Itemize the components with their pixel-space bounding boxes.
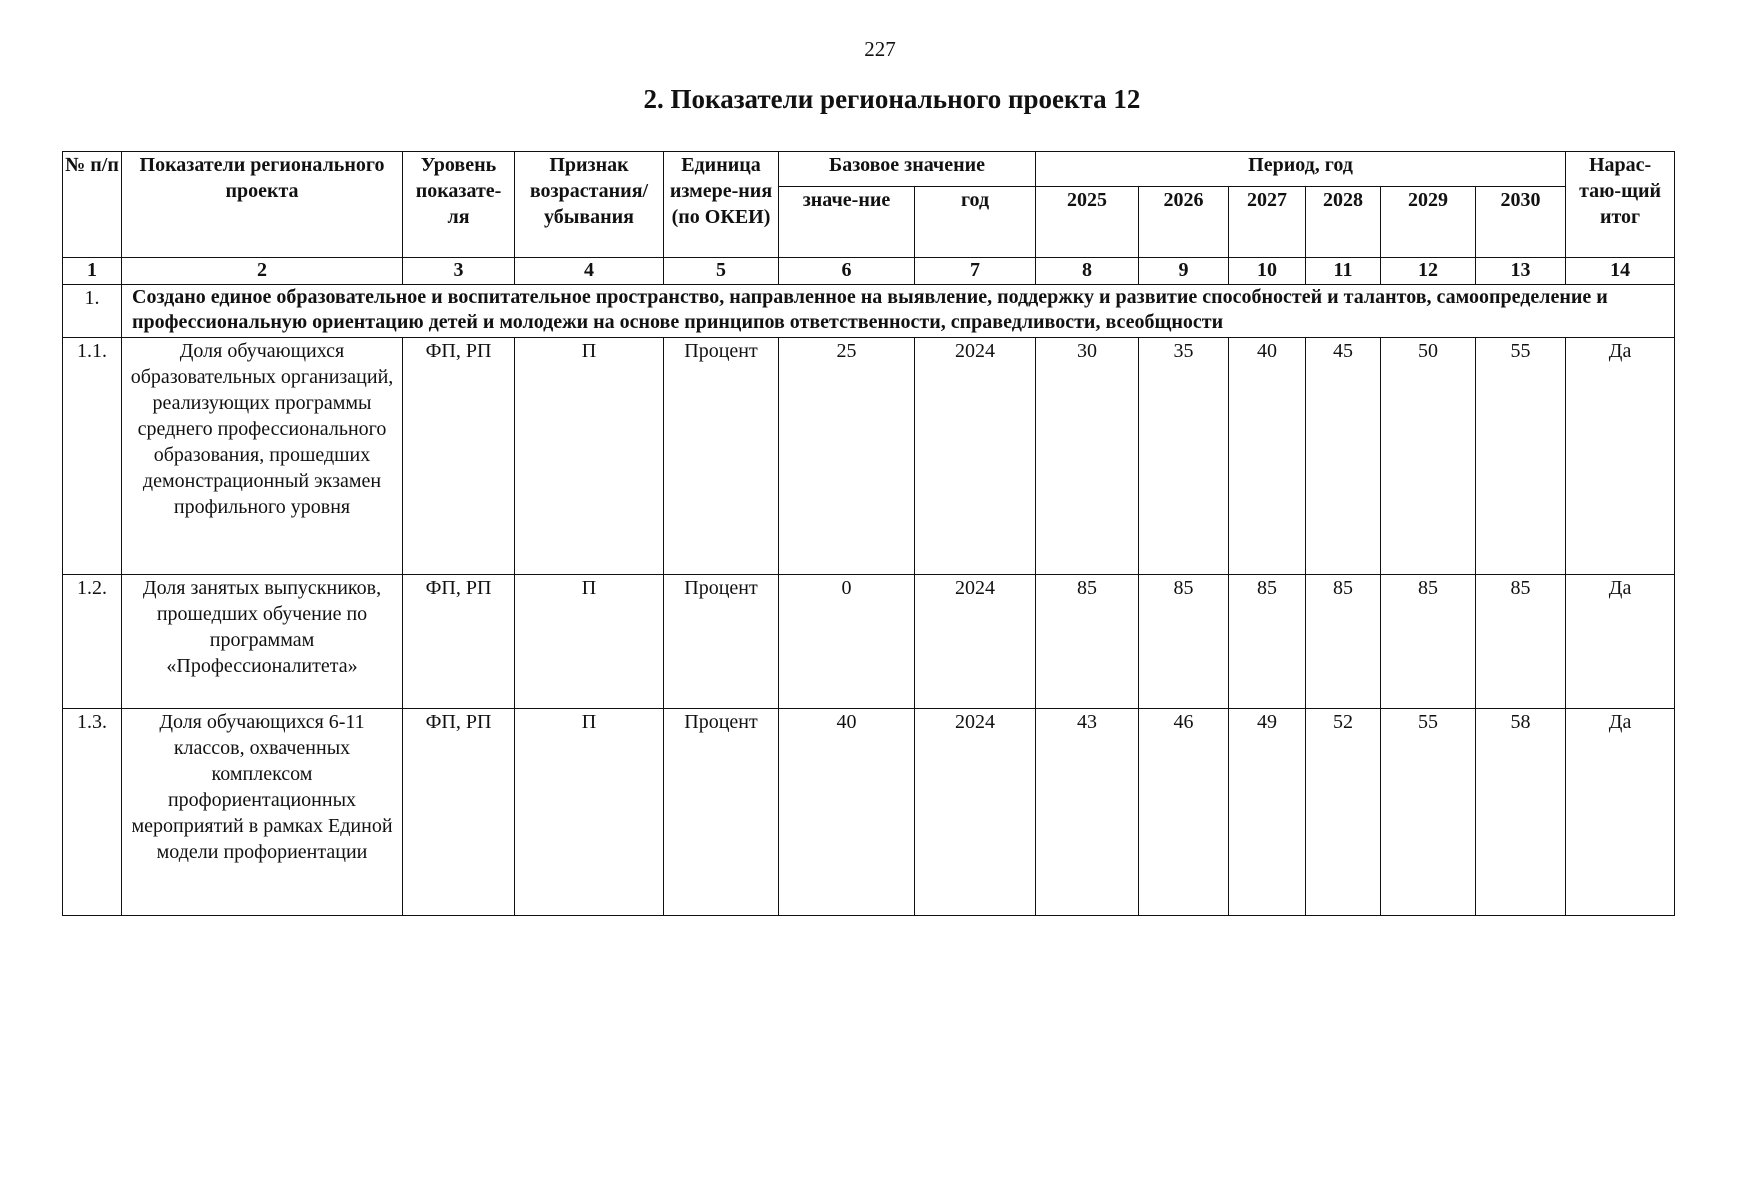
row-value-2028: 45 [1306,338,1381,575]
row-value-2025: 30 [1036,338,1139,575]
row-sign: П [515,338,664,575]
column-number: 8 [1036,258,1139,285]
row-value-2028: 85 [1306,575,1381,709]
header-year-2028: 2028 [1306,187,1381,258]
header-num: № п/п [63,152,122,258]
row-level: ФП, РП [403,338,515,575]
row-value-2027: 40 [1229,338,1306,575]
header-year-2029: 2029 [1381,187,1476,258]
table-row [63,338,1675,575]
header-unit: Единица измере-ния (по ОКЕИ) [664,152,779,258]
column-number: 12 [1381,258,1476,285]
column-number: 1 [63,258,122,285]
header-year-2026: 2026 [1139,187,1229,258]
row-value-2029: 55 [1381,709,1476,916]
document-title: 2. Показатели регионального проекта 12 [643,84,1141,114]
header-base-year: год [915,187,1036,258]
column-number: 9 [1139,258,1229,285]
row-base-year: 2024 [915,338,1036,575]
row-indicator: Доля обучающихся образовательных организаций, реализующих программы среднего профессионального образования, прошедших демонстрационный экзамен профильного уровня [122,338,403,575]
header-year-2027: 2027 [1229,187,1306,258]
column-number: 13 [1476,258,1566,285]
row-sign: П [515,709,664,916]
row-value-2026: 46 [1139,709,1229,916]
row-num: 1.1. [63,338,122,575]
row-cumulative: Да [1566,338,1675,575]
column-number: 5 [664,258,779,285]
table-row [63,709,1675,916]
row-value-2029: 85 [1381,575,1476,709]
column-numbers-row [63,258,1675,285]
section-text: Создано единое образовательное и воспитательное пространство, направленное на выявление, поддержку и развитие способностей и талантов, самоопределение и профессиональную ориентацию детей и молодежи на основе принципов ответственности, справедливости, всеобщности [122,285,1675,338]
row-unit: Процент [664,575,779,709]
header-sign: Признак возрастания/ убывания [515,152,664,258]
page-number: 227 [864,37,896,61]
row-value-2025: 43 [1036,709,1139,916]
header-cumulative: Нарас-таю-щий итог [1566,152,1675,258]
header-year-2025: 2025 [1036,187,1139,258]
header-period-group: Период, год [1036,152,1566,187]
column-number: 4 [515,258,664,285]
column-number: 3 [403,258,515,285]
header-base-group: Базовое значение [779,152,1036,187]
row-value-2030: 58 [1476,709,1566,916]
row-level: ФП, РП [403,709,515,916]
row-base-value: 40 [779,709,915,916]
column-number: 10 [1229,258,1306,285]
row-value-2027: 49 [1229,709,1306,916]
indicators-table [62,151,1675,916]
section-row [63,285,1675,338]
row-cumulative: Да [1566,575,1675,709]
row-base-value: 0 [779,575,915,709]
column-number: 14 [1566,258,1675,285]
row-base-value: 25 [779,338,915,575]
section-num: 1. [63,285,122,338]
row-value-2030: 85 [1476,575,1566,709]
row-base-year: 2024 [915,709,1036,916]
header-indicator: Показатели регионального проекта [122,152,403,258]
row-value-2030: 55 [1476,338,1566,575]
row-cumulative: Да [1566,709,1675,916]
row-indicator: Доля занятых выпускников, прошедших обучение по программам «Профессионалитета» [122,575,403,709]
row-value-2029: 50 [1381,338,1476,575]
header-level: Уровень показате-ля [403,152,515,258]
row-num: 1.3. [63,709,122,916]
column-number: 2 [122,258,403,285]
column-number: 11 [1306,258,1381,285]
row-unit: Процент [664,709,779,916]
header-row-1 [63,152,1675,187]
row-value-2025: 85 [1036,575,1139,709]
header-year-2030: 2030 [1476,187,1566,258]
row-value-2027: 85 [1229,575,1306,709]
header-base-value: значе-ние [779,187,915,258]
row-level: ФП, РП [403,575,515,709]
table-row [63,575,1675,709]
row-indicator: Доля обучающихся 6-11 классов, охваченных комплексом профориентационных мероприятий в рамках Единой модели профориентации [122,709,403,916]
row-base-year: 2024 [915,575,1036,709]
column-number: 7 [915,258,1036,285]
row-num: 1.2. [63,575,122,709]
row-value-2028: 52 [1306,709,1381,916]
row-value-2026: 35 [1139,338,1229,575]
column-number: 6 [779,258,915,285]
row-value-2026: 85 [1139,575,1229,709]
row-unit: Процент [664,338,779,575]
row-sign: П [515,575,664,709]
